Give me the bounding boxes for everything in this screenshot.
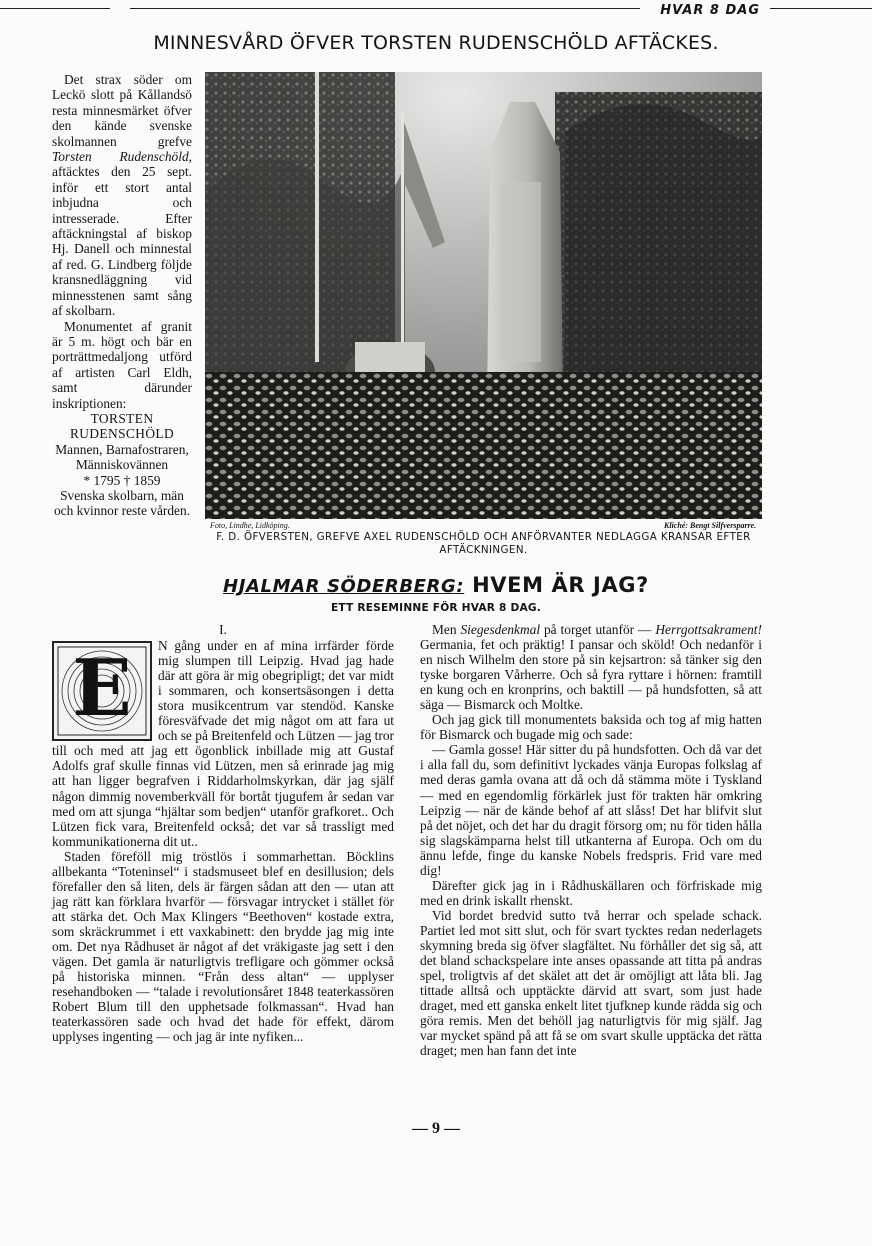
article-column-left [52, 622, 394, 1044]
inscription-line-3: Mannen, Barnafostraren, Människovännen [55, 441, 189, 473]
inscription-line-5: Svenska skolbarn, män och kvinnor reste vården. [53, 487, 191, 519]
article-paragraph-5: — Gamla gosse! Här sitter du på hundsfotten. Och då var det i alla fall du, som definitivt lyckades vänja Europas folkslag af med deras gamla ovana att då och då stämma möte i Tyskland — med en egendomlig förkärlek just för trakten här omkring Leipzig — när de kände behof af att slåss! Det har blifvit slut på det nöjet, och det har du dragit försorg om; nu för tiden hålla sig slagskämparna helst till utkanterna af Europa. Och om du ännu lefde, finge du kanske Nobels fredspris. Frid vare med dig! [420, 742, 762, 878]
top-rule-left [0, 8, 110, 9]
ornamental-dropcap [52, 641, 152, 741]
sidebar-paragraph-1: Det strax söder om Leckö slott på Kållandsö resta minnesmärket öfver den kände svenske skolmannen grefve Torsten Rudenschöld, aftäcktes den 25 sept. inför ett stort antal inbjudna och intresserade. Efter aftäckningstal af biskop Hj. Danell och minnestal af red. G. Lindberg följde kransnedläggning vid minnesstenen samt sång af skolbarn. [52, 72, 192, 319]
article-column-right [420, 622, 762, 1058]
photo-drawing [205, 72, 762, 519]
inscription-line-1: TORSTEN [90, 410, 154, 426]
photo-caption: F. D. ÖFVERSTEN, GREFVE AXEL RUDENSCHÖLD OCH ANFÖRVANTER NEDLAGGA KRANSAR EFTER AFTÄCKNINGEN. [216, 531, 751, 556]
inscription-line-2: RUDENSCHÖLD [69, 426, 175, 442]
masthead: HVAR 8 DAG [660, 3, 760, 18]
sidebar-article [52, 72, 192, 519]
article-paragraph-2: Staden föreföll mig tröstlös i sommarhettan. Böcklins allbekanta “Toteninsel“ i stadsmuseet blef en desillusion; dels förefaller den så liten, dels är färgen sådan att den — utan att jag rätt kan förklara hvarför — försvagar intrycket i stället för att stärka det. Och Max Klingers “Beethoven“ kostade extra, som skräckrummet i ett vaxkabinett: den brydde jag mig inte om. Det nya Rådhuset är något af det vräkigaste jag sett i den vägen. Det gamla är naturligtvis trefligare och gömmer också på historiska minnen. “Från dess altan“ — upplyser resehandboken — “talade i revolutionsåret 1848 teaterkassören Robert Blum till den upphetsade folkmassan“. Hvad han teaterkassören sade och hvad det hade för effekt, därom upplyses ingenting — och jag är inte nyfiken... [52, 848, 394, 1045]
section-number: I. [219, 622, 227, 637]
top-rule-right [770, 8, 872, 9]
dropcap-letter: E [72, 643, 132, 735]
top-rule-long [130, 8, 640, 9]
photo-credit-engraver: Kliché: Bengt Silfversparre. [664, 521, 757, 530]
photo-credit-photographer: Foto, Lindhe, Lidköping. [210, 521, 290, 530]
article-author: HJALMAR SÖDERBERG: [223, 576, 465, 597]
article-heading [0, 573, 872, 597]
sidebar-paragraph-2: Monumentet af granit är 5 m. högt och bär en porträttmedaljong utförd af artisten Carl Eldh, samt därunder inskriptionen: [52, 318, 192, 411]
article-paragraph-6: Därefter gick jag in i Rådhuskällaren och förfriskade mig med en drink iskallt rhenskt. [420, 877, 762, 908]
article-subtitle: ETT RESEMINNE FÖR HVAR 8 DAG. [330, 602, 542, 614]
inscription-line-4: * 1795 † 1859 [83, 472, 161, 488]
article-paragraph-1: N gång under en af mina irrfärder förde mig slumpen till Leipzig. Hvad jag hade där att göra är mig obegripligt; det var midt i sommaren, och konsertsäsongen i detta stora musikcentrum var stendöd. Kanske föresväfvade det mig något om att fara ut och se på Breitenfeld och Lützen — jag tror till och med att jag ett ögonblick inbillade mig att Gustaf Adolfs graf skulle finnas vid Lützen, men så erinrade jag mig att han ligger begrafven i Riddarholmskyrkan, där jag själf någon dimmig novemberkväll för bortåt tjugufem år sedan var med om att sjunga “hjältar som bedjen“ utanför grafkoret.. Och Lützen fick vara, Breitenfeld också; det var så trassligt med kommunikationerna dit ut.. [52, 638, 394, 849]
article-paragraph-7: Vid bordet bredvid sutto två herrar och spelade schack. Partiet led mot sitt slut, och för svart tycktes redan nederlagets skymning breda sig öfver slagfältet. Nu förhåller det sig så, att det bland schackspelare inte anses opassande att titta på andras spel, troligtvis af det skälet att det är omöjligt att låta bli. Jag tittade alltså och upptäckte därvid att svart, som just hade draget, med ett ganska enkelt litet tjufknep kunde rädda sig och göra remis. Men det behöll jag naturligtvis för mig själf. Jag var mycket spänd på att få se om svart skulle upptäcka det rätta draget; men han fann det inte [420, 907, 762, 1059]
article-paragraph-3: Men Siegesdenkmal på torget utanför — Herrgottsakrament! Germania, fet och präktig! I pansar och sköld! Och nedanför i en nisch Wilhelm den store på sin kejsartron: så tänker sig den tyske borgaren Vårherre. Och så fyra ryttare i hörnen: framtill en kung och en kronprins, och baktill — på hundsfotten, så att säga — Bismarck och Moltke. [420, 622, 762, 713]
page-number: — 9 — [412, 1120, 460, 1137]
article-title: HVEM ÄR JAG? [472, 573, 649, 597]
article-paragraph-4: Och jag gick till monumentets baksida och tog af mig hatten för Bismarck och bugade mig och sade: [420, 712, 762, 743]
page-headline: MINNESVÅRD ÖFVER TORSTEN RUDENSCHÖLD AFTÄCKES. [153, 32, 719, 54]
monument-photograph [205, 72, 762, 519]
